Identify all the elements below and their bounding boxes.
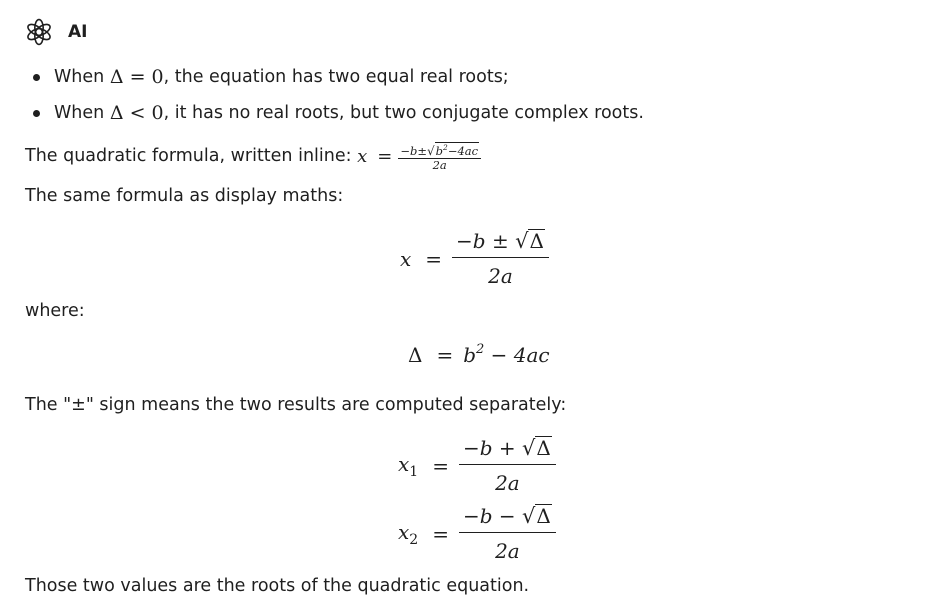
bullet-math: Δ < 0 (109, 102, 164, 124)
bullet-dot (33, 110, 40, 117)
message-header (24, 16, 87, 48)
discriminant-lhs: Δ (408, 343, 423, 367)
bullet-suffix: , it has no real roots, but two conjugate complex roots. (163, 102, 644, 123)
root2-var-name: x (398, 519, 410, 544)
bullet-prefix: When (54, 102, 110, 123)
radicand: Δ (536, 504, 551, 528)
sign-explanation-text (25, 397, 566, 415)
fraction-denominator: 2a (495, 471, 520, 496)
inline-sqrt (427, 142, 479, 157)
discriminant-exponent: 2 (476, 341, 485, 357)
radical-sign: √ (522, 436, 536, 460)
inline-fraction-numerator (398, 142, 481, 158)
root2-fraction (459, 504, 556, 563)
bullet-suffix: , the equation has two equal real roots; (163, 66, 509, 87)
radicand (435, 142, 479, 157)
root2-var (398, 520, 418, 548)
bullet-prefix: When (54, 66, 110, 87)
display-intro-text (25, 188, 343, 206)
radical-sign: √ (426, 143, 435, 158)
sqrt (522, 436, 552, 459)
fraction-numerator (459, 436, 556, 464)
numerator-prefix: −b + (462, 436, 523, 460)
formula-eq: = (425, 246, 443, 271)
root1-eq: = (432, 453, 449, 478)
sign-explanation-label: The "±" sign means the two results are computed separately: (25, 395, 567, 415)
root1-var (398, 452, 418, 480)
root1-subscript: 1 (409, 463, 419, 480)
numerator-prefix: −b± (400, 143, 427, 158)
discriminant-eq: = (436, 343, 454, 367)
formula-fraction (452, 229, 549, 288)
radical-sign: √ (515, 229, 529, 253)
fraction-numerator (452, 229, 549, 257)
fraction-numerator (459, 504, 556, 532)
sender-name: AI (68, 22, 88, 42)
root2-eq: = (432, 521, 449, 546)
radicand-rest: −4ac (447, 143, 479, 158)
inline-formula-line (25, 142, 481, 172)
where-text (25, 303, 85, 321)
radicand-exponent: 2 (443, 143, 448, 152)
inline-formula-lhs: x (357, 145, 368, 167)
inline-fraction (398, 142, 481, 172)
fraction-denominator: 2a (488, 264, 513, 289)
root2-subscript: 2 (409, 531, 419, 548)
display-intro-label: The same formula as display maths: (25, 186, 344, 206)
radicand: Δ (536, 436, 551, 460)
bullet-math: Δ = 0 (109, 66, 164, 88)
radical-sign: √ (522, 504, 536, 528)
sqrt (522, 504, 552, 527)
root1-var-name: x (398, 451, 410, 476)
conclusion-label: Those two values are the roots of the quadratic equation. (25, 576, 530, 596)
inline-formula-eq: = (377, 145, 393, 167)
where-label: where: (25, 301, 85, 321)
sqrt (515, 229, 545, 252)
openai-logo-icon (24, 17, 54, 47)
bullet-dot (33, 74, 40, 81)
root1-formula (398, 436, 556, 495)
discriminant-rest: − 4ac (484, 343, 550, 367)
formula-lhs: x (400, 246, 412, 271)
inline-fraction-denominator: 2a (432, 158, 447, 173)
display-formula (400, 229, 549, 288)
list-item (25, 104, 644, 123)
fraction-denominator: 2a (495, 539, 520, 564)
conclusion-text (25, 578, 529, 596)
numerator-prefix: −b − (462, 504, 523, 528)
discriminant-formula (408, 343, 550, 367)
root1-fraction (459, 436, 556, 495)
root2-formula (398, 504, 556, 563)
discriminant-b: b (463, 343, 477, 367)
list-item (25, 68, 509, 87)
radicand-base: b (435, 143, 444, 158)
numerator-prefix: −b ± (456, 229, 516, 253)
inline-formula-label: The quadratic formula, written inline: (25, 146, 358, 167)
radicand: Δ (529, 229, 544, 253)
